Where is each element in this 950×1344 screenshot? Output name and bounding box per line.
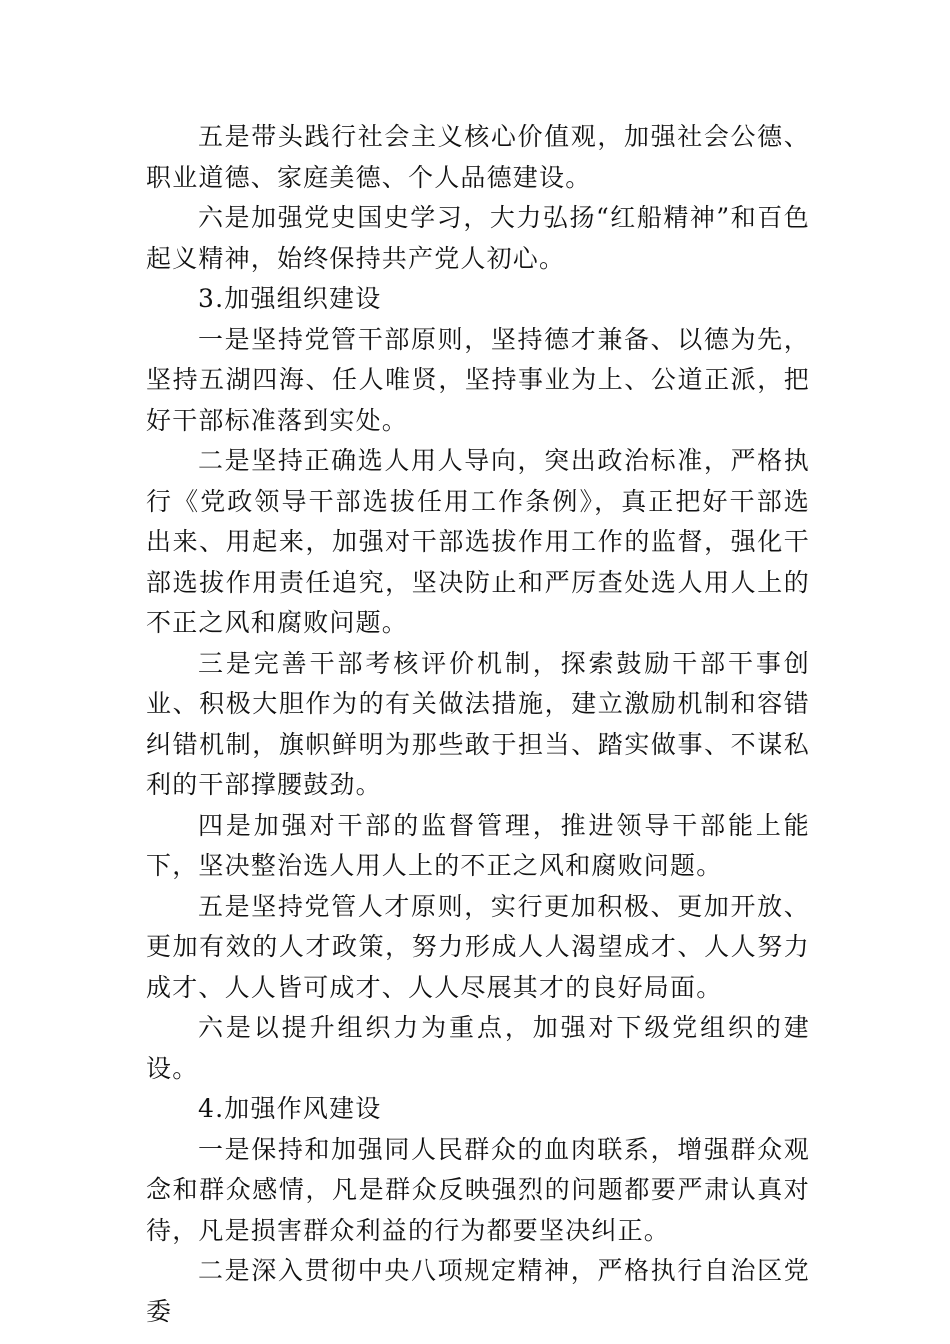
paragraph-cadre-supervision: 四是加强对干部的监督管理，推进领导干部能上能下，坚决整治选人用人上的不正之风和腐败问题。 [146, 810, 810, 880]
section-heading-organization: 3.加强组织建设 [198, 284, 382, 313]
paragraph-talent-principle: 五是坚持党管人才原则，实行更加积极、更加开放、更加有效的人才政策，努力形成人人渴望成才、人人努力成才、人人皆可成才、人人尽展其才的良好局面。 [146, 891, 810, 1002]
section-heading-conduct: 4.加强作风建设 [198, 1094, 382, 1123]
paragraph-mass-connection: 一是保持和加强同人民群众的血肉联系，增强群众观念和群众感情，凡是群众反映强烈的问题都要严肃认真对待，凡是损害群众利益的行为都要坚决纠正。 [146, 1134, 810, 1245]
document-body [146, 117, 810, 1332]
paragraph-selection-orientation: 二是坚持正确选人用人导向，突出政治标准，严格执行《党政领导干部选拔任用工作条例》，真正把好干部选出来、用起来，加强对干部选拔作用工作的监督，强化干部选拔作用责任追究，坚决防止和严厉查处选人用人上的不正之风和腐败问题。 [146, 446, 810, 637]
paragraph-eight-regulations: 二是深入贯彻中央八项规定精神，严格执行自治区党委 [146, 1256, 810, 1326]
paragraph-organizational-capacity: 六是以提升组织力为重点，加强对下级党组织的建设。 [146, 1013, 810, 1083]
paragraph-cadre-principle: 一是坚持党管干部原则，坚持德才兼备、以德为先，坚持五湖四海、任人唯贤，坚持事业为上、公道正派，把好干部标准落到实处。 [146, 324, 810, 435]
paragraph-party-history: 六是加强党史国史学习，大力弘扬“红船精神”和百色起义精神，始终保持共产党人初心。 [146, 203, 810, 273]
paragraph-evaluation-mechanism: 三是完善干部考核评价机制，探索鼓励干部干事创业、积极大胆作为的有关做法措施，建立激励机制和容错纠错机制，旗帜鲜明为那些敢于担当、踏实做事、不谋私利的干部撑腰鼓劲。 [146, 648, 810, 799]
paragraph-core-values: 五是带头践行社会主义核心价值观，加强社会公德、职业道德、家庭美德、个人品德建设。 [146, 122, 810, 192]
